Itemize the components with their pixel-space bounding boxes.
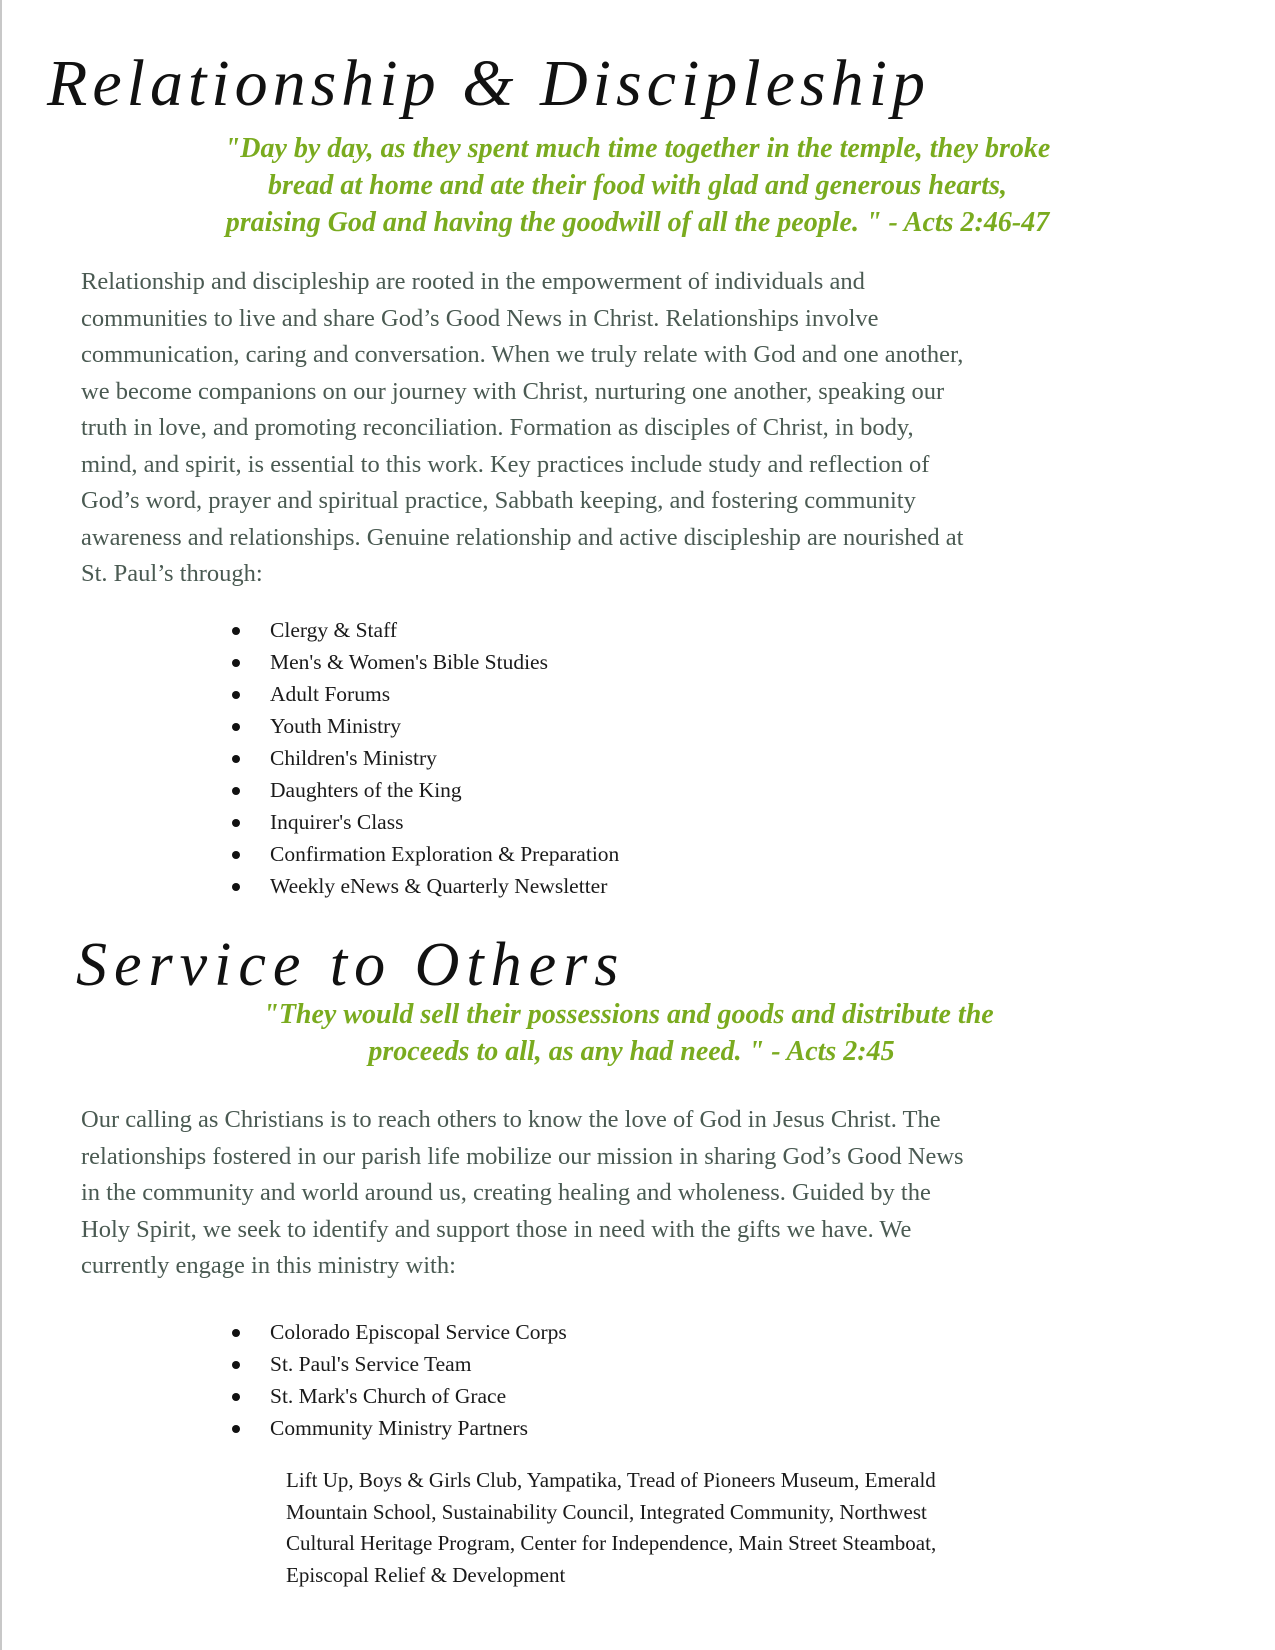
- scripture-quote-acts-2-45: [0, 996, 1275, 1070]
- list-item-label: Colorado Episcopal Service Corps: [270, 1320, 567, 1344]
- paragraph-line: communication, caring and conversation. When we truly relate with God and one another,: [81, 341, 964, 368]
- paragraph-line: communities to live and share God’s Good News in Christ. Relationships involve: [81, 304, 879, 332]
- paragraph-line: truth in love, and promoting reconciliation. Formation as disciples of Christ, in body,: [81, 414, 914, 441]
- section-heading-service-to-others: Service to Others: [76, 931, 626, 999]
- list-item-label: Youth Ministry: [270, 714, 402, 738]
- bullet-icon: [232, 851, 240, 859]
- bullet-icon: [232, 1361, 240, 1369]
- paragraph-line: Our calling as Christians is to reach others to know the love of God in Jesus Christ. The: [81, 1106, 941, 1133]
- discipleship-ministries-list: [228, 614, 619, 902]
- quote-line: "They would sell their possessions and goods and distribute the: [263, 999, 994, 1030]
- quote-line: bread at home and ate their food with glad and generous hearts,: [268, 170, 1007, 201]
- service-ministries-list: [228, 1316, 567, 1444]
- list-item: [228, 742, 619, 774]
- list-item: [228, 1316, 567, 1348]
- bullet-icon: [232, 787, 240, 795]
- quote-line: proceeds to all, as any had need. " - Acts 2:45: [368, 1036, 895, 1067]
- quote-line: "Day by day, as they spent much time together in the temple, they broke: [224, 133, 1051, 164]
- list-item-label: St. Mark's Church of Grace: [270, 1384, 507, 1408]
- paragraph-line: Relationship and discipleship are rooted in the empowerment of individuals and: [81, 268, 865, 295]
- paragraph-line: we become companions on our journey with Christ, nurturing one another, speaking our: [81, 377, 945, 405]
- list-item: [228, 1412, 567, 1444]
- paragraph-line: St. Paul’s through:: [81, 560, 263, 587]
- section-heading-relationship-discipleship: Relationship & Discipleship: [47, 47, 930, 120]
- relationship-discipleship-paragraph: [81, 264, 963, 593]
- partners-line: Lift Up, Boys & Girls Club, Yampatika, Tread of Pioneers Museum, Emerald: [286, 1468, 936, 1492]
- bullet-icon: [232, 1425, 240, 1433]
- partners-line: Mountain School, Sustainability Council, Integrated Community, Northwest: [286, 1499, 927, 1524]
- bullet-icon: [232, 1393, 240, 1401]
- bullet-icon: [232, 755, 240, 763]
- list-item-label: Weekly eNews & Quarterly Newsletter: [270, 874, 608, 898]
- list-item: [228, 774, 619, 806]
- bullet-icon: [232, 691, 240, 699]
- paragraph-line: awareness and relationships. Genuine relationship and active discipleship are nourished at: [81, 523, 964, 551]
- bullet-icon: [232, 883, 240, 891]
- list-item: [228, 678, 619, 710]
- bullet-icon: [232, 1329, 240, 1337]
- scripture-quote-acts-2-46: [0, 130, 1275, 241]
- service-to-others-paragraph: [81, 1102, 964, 1285]
- list-item-label: Children's Ministry: [270, 746, 437, 770]
- list-item-label: Confirmation Exploration & Preparation: [270, 842, 620, 866]
- paragraph-line: mind, and spirit, is essential to this work. Key practices include study and reflection of: [81, 450, 930, 478]
- list-item: [228, 1348, 567, 1380]
- list-item-label: Adult Forums: [270, 682, 391, 706]
- list-item: [228, 838, 619, 870]
- bullet-icon: [232, 627, 240, 635]
- paragraph-line: God’s word, prayer and spiritual practice, Sabbath keeping, and fostering community: [81, 487, 916, 514]
- list-item: [228, 870, 619, 902]
- paragraph-line: currently engage in this ministry with:: [81, 1252, 456, 1279]
- paragraph-line: relationships fostered in our parish life mobilize our mission in sharing God’s Good News: [81, 1142, 964, 1170]
- list-item: [228, 614, 619, 646]
- list-item: [228, 646, 619, 678]
- quote-line: praising God and having the goodwill of all the people. " - Acts 2:46-47: [225, 207, 1050, 238]
- list-item: [228, 806, 619, 838]
- list-item-label: St. Paul's Service Team: [270, 1352, 472, 1376]
- paragraph-line: Holy Spirit, we seek to identify and support those in need with the gifts we have. We: [81, 1215, 912, 1243]
- page-left-edge: [0, 0, 6, 1650]
- list-item-label: Men's & Women's Bible Studies: [270, 650, 548, 674]
- list-item: [228, 710, 619, 742]
- paragraph-line: in the community and world around us, creating healing and wholeness. Guided by the: [81, 1179, 931, 1206]
- list-item-label: Daughters of the King: [270, 778, 462, 802]
- partners-line: Cultural Heritage Program, Center for Independence, Main Street Steamboat,: [286, 1531, 937, 1555]
- bullet-icon: [232, 819, 240, 827]
- bullet-icon: [232, 723, 240, 731]
- bullet-icon: [232, 659, 240, 667]
- list-item-label: Clergy & Staff: [270, 618, 398, 642]
- list-item-label: Community Ministry Partners: [270, 1416, 528, 1440]
- partners-line: Episcopal Relief & Development: [286, 1562, 566, 1587]
- community-partners-list: [286, 1465, 936, 1591]
- list-item: [228, 1380, 567, 1412]
- list-item-label: Inquirer's Class: [270, 810, 404, 834]
